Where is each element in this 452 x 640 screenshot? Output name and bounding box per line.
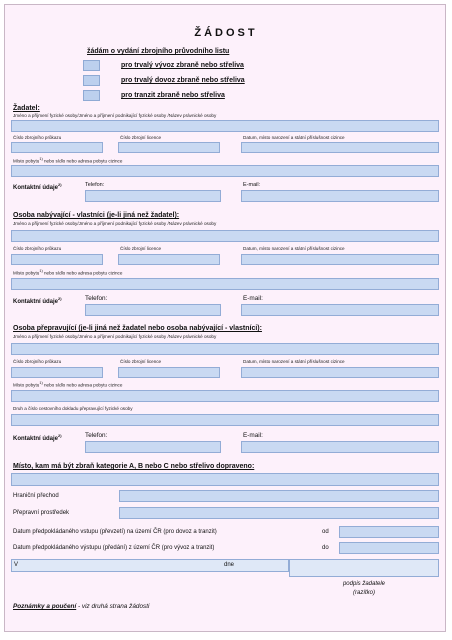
- place-date-field[interactable]: [11, 559, 289, 572]
- signature-line2: (razítko): [352, 590, 375, 596]
- carrier-travel-doc-field[interactable]: [11, 414, 439, 426]
- caption-birth: Datum, místo narození a státní příslušnost cizince: [243, 135, 345, 140]
- applicant-residence-field[interactable]: [11, 165, 439, 177]
- caption-travel-doc: Druh a číslo cestovního dokladu přepravující fyzické osoby: [13, 406, 133, 411]
- caption-license: Číslo zbrojní licence: [120, 359, 162, 364]
- phone-label: Telefon:: [85, 295, 108, 302]
- carrier-vehicle-field[interactable]: [119, 507, 439, 519]
- acquirer-phone-field[interactable]: [85, 304, 221, 316]
- section-carrier: Osoba přepravující (je-li jiná než žadatel nebo osoba nabývající - vlastníci):: [13, 325, 262, 332]
- carrier-residence-field[interactable]: [11, 390, 439, 402]
- caption-license: Číslo zbrojní licence: [120, 246, 162, 251]
- signature-caption: [319, 580, 409, 598]
- option-import-label: pro trvalý dovoz zbraně nebo střeliva: [121, 77, 245, 84]
- checkbox-export[interactable]: [83, 60, 100, 71]
- caption-name: Jméno a příjmení fyzické osoby/Jméno a příjmení podnikající fyzické osoby /Název právnické osoby: [13, 221, 217, 226]
- form-title: ŽÁDOST: [194, 27, 258, 39]
- phone-label: Telefon:: [85, 182, 105, 188]
- destination-field[interactable]: [11, 473, 439, 486]
- exit-date-field[interactable]: [339, 542, 439, 554]
- caption-permit: Číslo zbrojního průkazu: [13, 359, 62, 364]
- applicant-name-field[interactable]: [11, 120, 439, 132]
- option-export-label: pro trvalý vývoz zbraně nebo střeliva: [121, 62, 244, 69]
- border-crossing-label: Hraniční přechod: [13, 493, 59, 499]
- acquirer-residence-field[interactable]: [11, 278, 439, 290]
- contact-label: Kontaktní údaje$^{2)}$: [13, 296, 62, 305]
- contact-label: Kontaktní údaje$^{2)}$: [13, 433, 62, 442]
- notes-text: - viz druhá strana žádosti: [76, 603, 150, 610]
- exit-date-label: Datum předpokládaného výstupu (předání) z území ČR (pro vývoz a tranzit): [13, 545, 215, 551]
- entry-date-field[interactable]: [339, 526, 439, 538]
- applicant-license-field[interactable]: [118, 142, 220, 153]
- carrier-permit-field[interactable]: [11, 367, 103, 378]
- applicant-permit-field[interactable]: [11, 142, 103, 153]
- section-applicant: Žadatel:: [13, 105, 40, 112]
- caption-license: Číslo zbrojní licence: [120, 135, 162, 140]
- email-label: E-mail:: [243, 295, 263, 302]
- border-crossing-field[interactable]: [119, 490, 439, 502]
- signature-field[interactable]: [289, 559, 439, 577]
- section-acquirer: Osoba nabývající - vlastníci (je-li jiná než žadatel):: [13, 212, 180, 219]
- email-label: E-mail:: [243, 182, 261, 188]
- date-label: dne: [224, 562, 235, 568]
- caption-name: Jméno a příjmení fyzické osoby/Jméno a příjmení podnikající fyzické osoby /Název právnické osoby: [13, 113, 217, 118]
- caption-residence: Místo pobytu$^{1)}$ nebo sídlo nebo adresa pobytu cizince: [13, 381, 123, 388]
- applicant-email-field[interactable]: [241, 190, 439, 202]
- acquirer-birth-field[interactable]: [241, 254, 439, 265]
- phone-label: Telefon:: [85, 432, 108, 439]
- checkbox-import[interactable]: [83, 75, 100, 86]
- form-subtitle: žádám o vydání zbrojního průvodního listu: [87, 48, 230, 55]
- caption-residence: Místo pobytu$^{1)}$ nebo sídlo nebo adresa pobytu cizince: [13, 157, 123, 164]
- checkbox-transit[interactable]: [83, 90, 100, 101]
- acquirer-email-field[interactable]: [241, 304, 439, 316]
- carrier-license-field[interactable]: [118, 367, 220, 378]
- caption-residence: Místo pobytu$^{1)}$ nebo sídlo nebo adresa pobytu cizince: [13, 269, 123, 276]
- signature-line1: podpis žadatele: [342, 581, 386, 587]
- carrier-name-field[interactable]: [11, 343, 439, 355]
- acquirer-permit-field[interactable]: [11, 254, 103, 265]
- carrier-email-field[interactable]: [241, 441, 439, 453]
- from-label: od: [322, 529, 329, 535]
- acquirer-name-field[interactable]: [11, 230, 439, 242]
- caption-name: Jméno a příjmení fyzické osoby/Jméno a příjmení podnikající fyzické osoby /Název právnické osoby: [13, 334, 217, 339]
- carrier-birth-field[interactable]: [241, 367, 439, 378]
- carrier-vehicle-label: Přepravní prostředek: [13, 510, 70, 516]
- acquirer-license-field[interactable]: [118, 254, 220, 265]
- option-transit-label: pro tranzit zbraně nebo střeliva: [121, 92, 225, 99]
- application-form: [4, 4, 446, 632]
- caption-permit: Číslo zbrojního průkazu: [13, 246, 62, 251]
- caption-birth: Datum, místo narození a státní příslušnost cizince: [243, 359, 345, 364]
- contact-label: Kontaktní údaje$^{2)}$: [13, 182, 62, 191]
- notes: [13, 603, 149, 610]
- section-destination: Místo, kam má být zbraň kategorie A, B nebo C nebo střelivo dopraveno:: [13, 463, 255, 470]
- caption-permit: Číslo zbrojního průkazu: [13, 135, 62, 140]
- to-label: do: [322, 545, 329, 551]
- carrier-phone-field[interactable]: [85, 441, 221, 453]
- applicant-phone-field[interactable]: [85, 190, 221, 202]
- notes-title: Poznámky a poučení: [13, 603, 77, 610]
- applicant-birth-field[interactable]: [241, 142, 439, 153]
- entry-date-label: Datum předpokládaného vstupu (převzetí) na území ČR (pro dovoz a tranzit): [13, 529, 217, 535]
- place-label: V: [14, 562, 19, 568]
- email-label: E-mail:: [243, 432, 263, 439]
- caption-birth: Datum, místo narození a státní příslušnost cizince: [243, 246, 345, 251]
